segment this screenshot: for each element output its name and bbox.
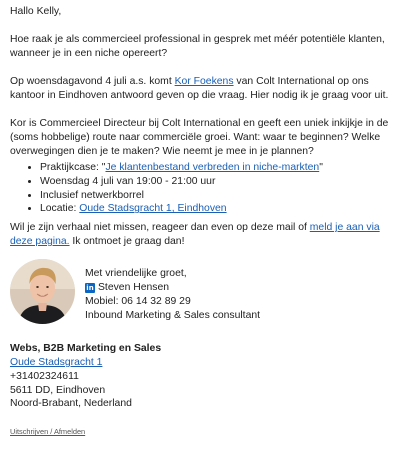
company-street-link[interactable]: Oude Stadsgracht 1 [10, 356, 103, 368]
signature-block [10, 259, 393, 324]
list-item-datetime: • Woensdag 4 juli van 19:00 - 21:00 uur [40, 175, 393, 189]
sender-role: Inbound Marketing & Sales consultant [85, 310, 261, 322]
register-link[interactable]: meld je aan via deze pagina. [10, 222, 380, 248]
company-block [10, 342, 393, 411]
speaker-link[interactable]: Kor Foekens [174, 76, 234, 87]
location-prefix: Locatie: [40, 203, 80, 215]
case-link[interactable]: Je klantenbestand verbreden in niche-markten [105, 162, 320, 173]
event-text-end: van Colt International op ons kantoor in Eindhoven antwoord geven op die vraag. Hier nodig ik je graag voor uit. [10, 76, 389, 101]
avatar-portrait [10, 259, 75, 324]
sender-name: Steven Hensen [98, 282, 170, 294]
speaker-paragraph: Kor is Commercieel Directeur bij Colt International en geeft een uniek inkijkje in de (soms hobbelige) route naar commerciële groei. Want: waar te beginnen? Welke overwegingen dien je te maken? Wie neemt je mee in je plannen? [10, 118, 389, 157]
closing: Met vriendelijke groet, [85, 268, 187, 280]
unsubscribe-link[interactable]: Uitschrijven / Afmelden [10, 427, 86, 437]
case-suffix: " [319, 162, 323, 173]
cta-text-start: Wil je zijn verhaal niet missen, reageer dan even op deze mail of [10, 222, 310, 234]
signature-text [85, 267, 260, 323]
intro-paragraph: Hoe raak je als commercieel professional in gesprek met méér potentiële klanten, wanneer je in een niche opereert? [10, 34, 385, 59]
avatar [10, 259, 75, 324]
case-prefix: Praktijkcase: " [40, 162, 106, 173]
name-row [85, 281, 260, 295]
company-region: Noord-Brabant, Nederland [10, 398, 132, 410]
cta-paragraph [10, 221, 393, 249]
sender-phone: Mobiel: 06 14 32 89 29 [85, 296, 191, 308]
footer [10, 427, 393, 437]
list-item-location [40, 202, 393, 216]
company-name: Webs, B2B Marketing en Sales [10, 343, 162, 355]
list-item-extra: • Inclusief netwerkborrel [40, 189, 393, 203]
location-link[interactable]: Oude Stadsgracht 1, Eindhoven [79, 203, 227, 215]
linkedin-icon[interactable]: in [86, 284, 94, 293]
cta-text-end: Ik ontmoet je graag dan! [69, 236, 185, 248]
company-postal-city: 5611 DD, Eindhoven [10, 384, 106, 396]
event-details-list [10, 161, 393, 216]
greeting: Hallo Kelly, [10, 6, 62, 17]
event-text-start: Op woensdagavond 4 juli a.s. komt [10, 76, 175, 87]
company-street-row [10, 356, 393, 370]
event-paragraph [10, 75, 393, 103]
company-phone: +31402324611 [10, 370, 79, 382]
list-item-case [40, 161, 393, 175]
